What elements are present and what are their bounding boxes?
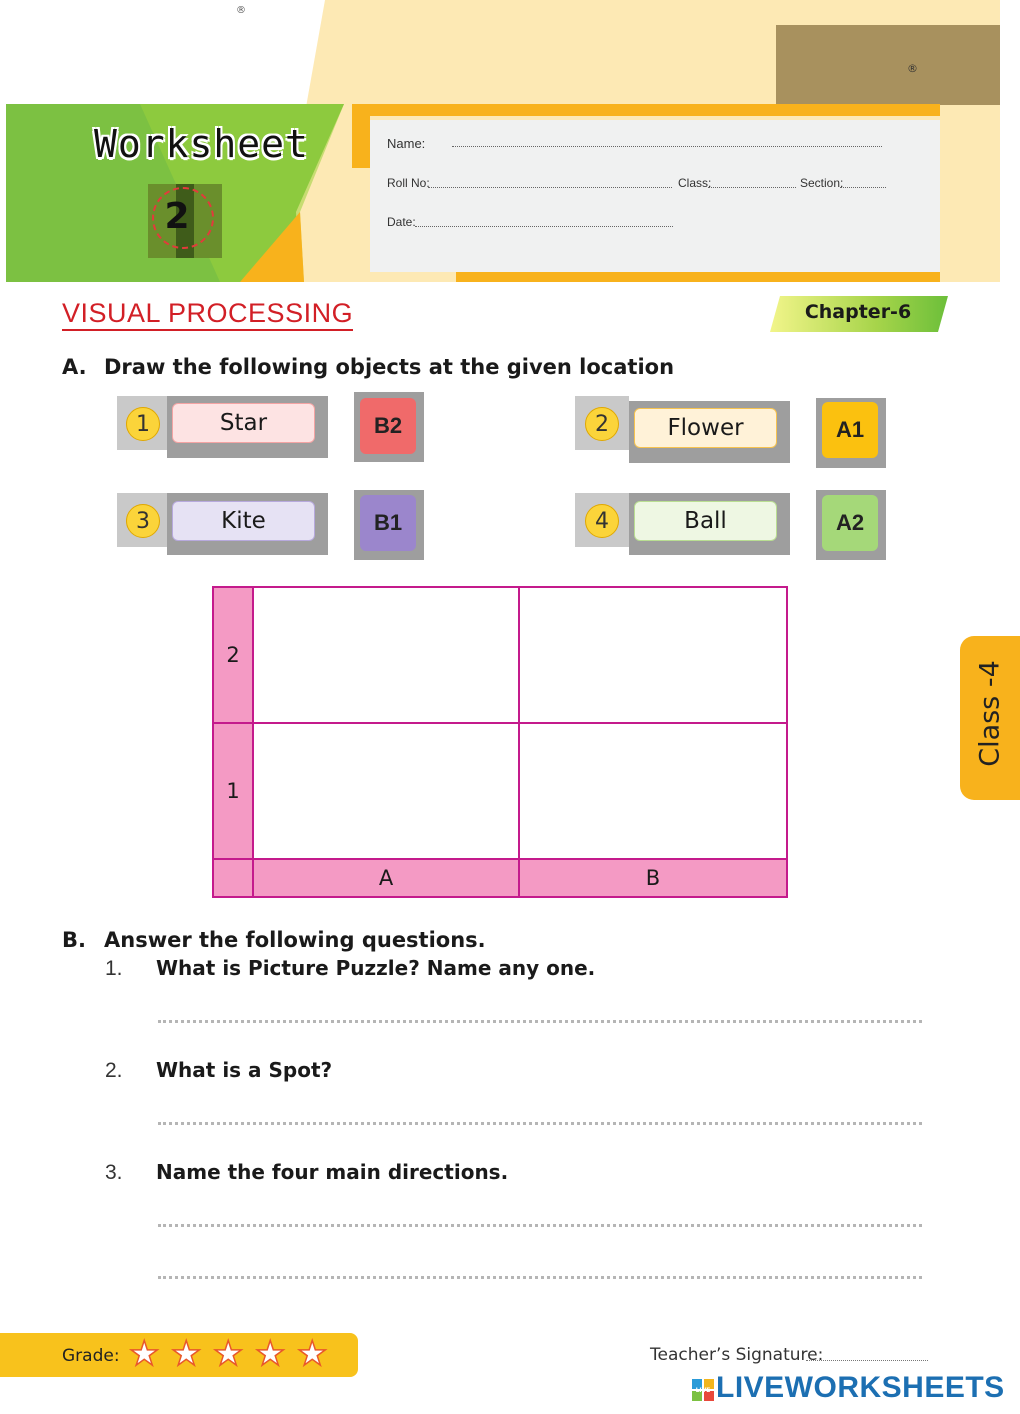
item-object-label: Kite — [172, 501, 315, 541]
item-number: 2 — [585, 407, 619, 441]
cell-a2[interactable] — [252, 586, 520, 724]
class-label: Class: — [678, 176, 712, 190]
teacher-signature-field[interactable] — [806, 1360, 928, 1361]
grade-star-icon[interactable]: ★ — [171, 1334, 202, 1374]
name-label: Name: — [387, 136, 426, 151]
grade-star-icon[interactable]: ★ — [297, 1334, 328, 1374]
grade-star-icon[interactable]: ★ — [129, 1334, 160, 1374]
answer-3-line-1[interactable] — [158, 1224, 922, 1227]
class-tab-label: Class -4 — [974, 660, 1006, 767]
question-1-text: What is Picture Puzzle? Name any one. — [156, 956, 596, 980]
roll-field[interactable] — [428, 187, 672, 188]
registered-mark-2: ® — [907, 62, 918, 75]
col-label-b: B — [518, 858, 788, 898]
section-b-letter: B. — [62, 928, 86, 952]
class-field[interactable] — [708, 187, 796, 188]
grade-label: Grade: — [62, 1346, 120, 1366]
question-2-text: What is a Spot? — [156, 1058, 333, 1082]
answer-3-line-2[interactable] — [158, 1276, 922, 1279]
section-b-instruction: Answer the following questions. — [104, 928, 486, 952]
item-object-label: Ball — [634, 501, 777, 541]
header-brown-block — [776, 25, 1000, 105]
item-location: B2 — [360, 398, 416, 454]
item-object-label: Star — [172, 403, 315, 443]
topic-title: VISUAL PROCESSING — [62, 298, 353, 331]
cell-b2[interactable] — [518, 586, 788, 724]
item-number: 4 — [585, 504, 619, 538]
row-label-1: 1 — [212, 722, 254, 860]
worksheet-number-box — [148, 184, 222, 258]
worksheet-number: 2 — [164, 195, 190, 237]
item-location: A2 — [822, 495, 878, 551]
section-label: Section: — [800, 176, 844, 190]
teacher-signature-label: Teacher’s Signature: — [650, 1345, 824, 1365]
question-1-number: 1. — [105, 957, 123, 980]
class-tab — [960, 636, 1020, 800]
section-a-letter: A. — [62, 355, 87, 379]
name-field[interactable] — [452, 146, 882, 147]
grade-star-icon[interactable]: ★ — [255, 1334, 286, 1374]
grade-star-icon[interactable]: ★ — [213, 1334, 244, 1374]
cell-a1[interactable] — [252, 722, 520, 860]
grid-corner — [212, 858, 254, 898]
brand-badge: LIVE — [695, 1386, 711, 1394]
item-location: A1 — [822, 402, 878, 458]
date-label: Date: — [387, 215, 416, 229]
chapter-label: Chapter-6 — [804, 301, 912, 323]
answer-1-line[interactable] — [158, 1020, 922, 1023]
item-number: 1 — [126, 407, 160, 441]
brand-name: LIVEWORKSHEETS — [716, 1371, 1005, 1404]
date-field[interactable] — [415, 226, 673, 227]
worksheet-title: Worksheet — [94, 122, 309, 166]
section-field[interactable] — [840, 187, 886, 188]
row-label-2: 2 — [212, 586, 254, 724]
grade-bar — [0, 1333, 358, 1377]
item-number: 3 — [126, 504, 160, 538]
section-a-instruction: Draw the following objects at the given location — [104, 355, 675, 379]
student-info-panel — [370, 120, 940, 272]
col-label-a: A — [252, 858, 520, 898]
answer-2-line[interactable] — [158, 1122, 922, 1125]
cell-b1[interactable] — [518, 722, 788, 860]
question-2-number: 2. — [105, 1059, 123, 1082]
registered-mark: ® — [236, 5, 246, 16]
drawing-grid — [212, 586, 788, 898]
item-location: B1 — [360, 495, 416, 551]
question-3-number: 3. — [105, 1161, 123, 1184]
item-object-label: Flower — [634, 408, 777, 448]
liveworksheets-logo-icon — [692, 1379, 714, 1401]
roll-label: Roll No: — [387, 176, 430, 190]
question-3-text: Name the four main directions. — [156, 1160, 509, 1184]
